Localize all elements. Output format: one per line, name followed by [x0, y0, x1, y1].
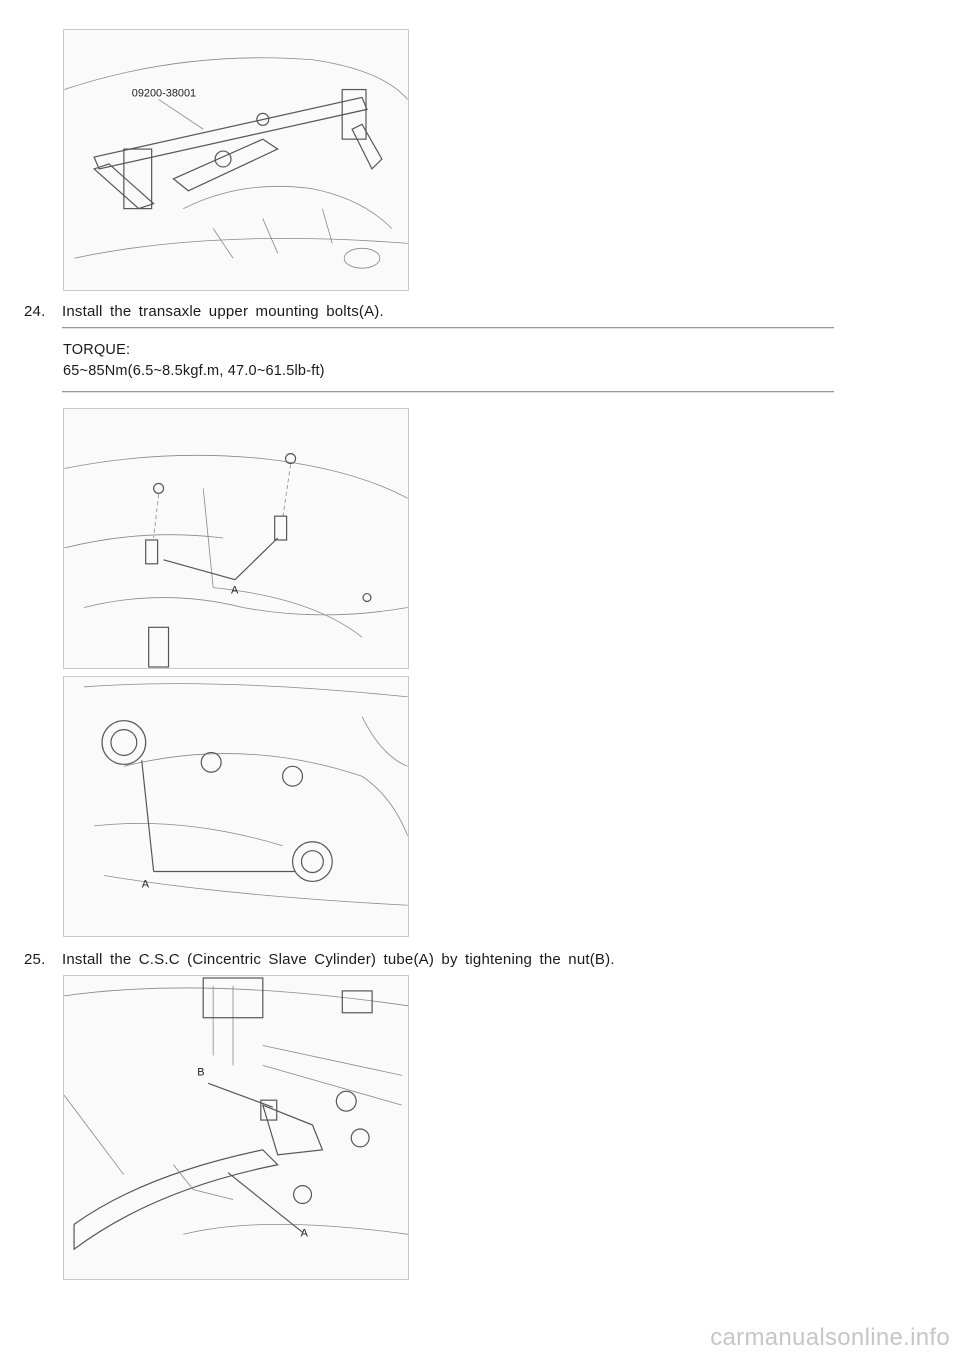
step-number: 24. — [24, 303, 46, 320]
csc-tube-illustration — [64, 976, 408, 1279]
callout-nut-b: B — [197, 1066, 205, 1079]
step-text: Install the C.S.C (Cincentric Slave Cylinder) tube(A) by tightening the nut(B). — [62, 951, 615, 968]
engine-support-fixture-illustration — [64, 30, 408, 290]
torque-heading: TORQUE: — [63, 342, 131, 358]
transaxle-lower-bolts-illustration — [64, 677, 408, 936]
step-text: Install the transaxle upper mounting bolts(A). — [62, 303, 384, 320]
callout-bolt-a: A — [231, 584, 239, 597]
callout-bolt-a-lower: A — [141, 878, 150, 891]
figure-csc-tube — [63, 975, 409, 1280]
step-25 — [24, 951, 615, 968]
step-number: 25. — [24, 951, 46, 968]
torque-value: 65~85Nm(6.5~8.5kgf.m, 47.0~61.5lb-ft) — [63, 363, 325, 379]
figure-transaxle-lower-bolts — [63, 676, 409, 937]
divider-bottom — [62, 391, 834, 393]
figure-engine-support-fixture — [63, 29, 409, 291]
step-24 — [24, 303, 384, 320]
callout-tool-number: 09200-38001 — [131, 87, 197, 100]
divider-top — [62, 327, 834, 329]
figure-transaxle-upper-bolts — [63, 408, 409, 669]
callout-tube-a: A — [300, 1227, 308, 1240]
torque-spec — [63, 340, 325, 382]
watermark: carmanualsonline.info — [710, 1324, 950, 1351]
transaxle-upper-bolts-illustration — [64, 409, 408, 668]
